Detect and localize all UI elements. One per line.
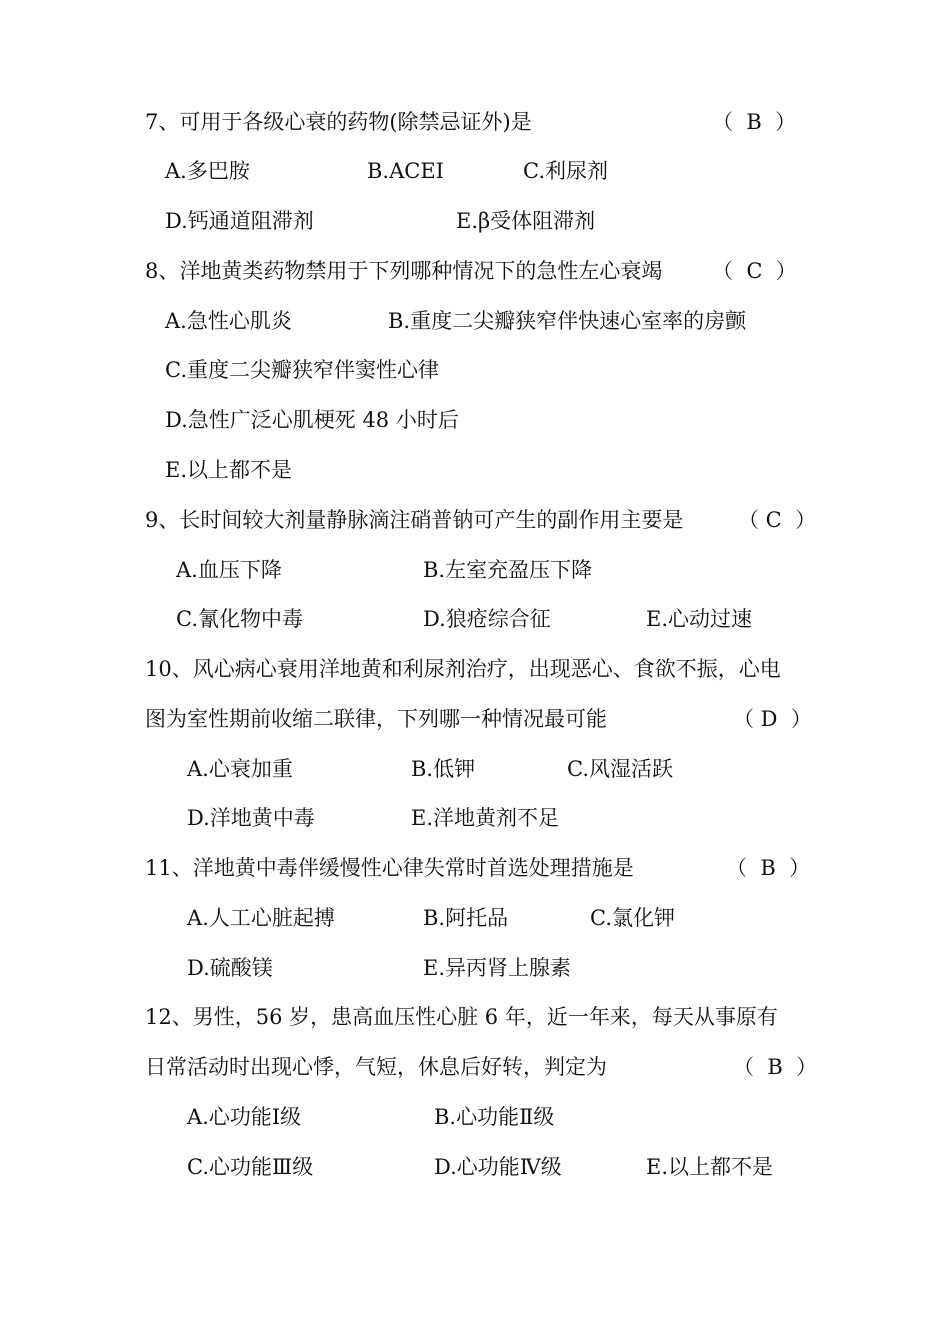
question-stem-continued: 日常活动时出现心悸，气短，休息后好转，判定为: [145, 1055, 607, 1079]
option-b: B.ACEI: [367, 159, 444, 183]
option-c: C.重度二尖瓣狭窄伴窦性心律: [165, 358, 439, 382]
option-d: D.心功能Ⅳ级: [434, 1155, 562, 1179]
question-stem: 9、长时间较大剂量静脉滴注硝普钠可产生的副作用主要是: [145, 508, 684, 532]
option-d: D.急性广泛心肌梗死 48 小时后: [165, 408, 459, 432]
answer-key: （ B ）: [733, 1055, 818, 1079]
question-stem: 8、洋地黄类药物禁用于下列哪种情况下的急性左心衰竭: [145, 259, 663, 283]
answer-key: （ D ）: [733, 707, 812, 731]
option-b: B.左室充盈压下降: [423, 558, 593, 582]
option-d: D.钙通道阻滞剂: [165, 209, 314, 233]
option-a: A.心功能Ⅰ级: [187, 1105, 302, 1129]
option-a: A.急性心肌炎: [165, 309, 292, 333]
option-c: C.心功能Ⅲ级: [187, 1155, 314, 1179]
question-stem: 12、男性，56 岁，患高血压性心脏 6 年，近一年来，每天从事原有: [145, 1005, 778, 1029]
option-a: A.血压下降: [176, 558, 282, 582]
question-stem: 7、可用于各级心衰的药物(除禁忌证外)是: [145, 110, 532, 134]
option-c: C.利尿剂: [523, 159, 608, 183]
option-d: D.硫酸镁: [187, 956, 273, 980]
answer-key: （ B ）: [726, 856, 811, 880]
question-stem: 10、风心病心衰用洋地黄和利尿剂治疗，出现恶心、食欲不振，心电: [145, 657, 781, 681]
option-c: C.风湿活跃: [567, 757, 673, 781]
option-b: B.低钾: [411, 757, 476, 781]
answer-key: （ C ）: [712, 259, 797, 283]
option-a: A.人工心脏起搏: [187, 906, 335, 930]
option-a: A.多巴胺: [165, 159, 250, 183]
option-d: D.洋地黄中毒: [187, 806, 315, 830]
option-e: E.β受体阻滞剂: [456, 209, 596, 233]
option-b: B.重度二尖瓣狭窄伴快速心室率的房颤: [388, 309, 747, 333]
question-stem-continued: 图为室性期前收缩二联律，下列哪一种情况最可能: [145, 707, 607, 731]
option-e: E.以上都不是: [165, 458, 293, 482]
question-stem: 11、洋地黄中毒伴缓慢性心律失常时首选处理措施是: [145, 856, 634, 880]
option-d: D.狼疮综合征: [423, 607, 551, 631]
option-c: C.氯化钾: [590, 906, 675, 930]
option-b: B.心功能Ⅱ级: [434, 1105, 555, 1129]
option-e: E.洋地黄剂不足: [411, 806, 560, 830]
answer-key: （ C ）: [738, 508, 817, 532]
option-c: C.氰化物中毒: [176, 607, 303, 631]
answer-key: （ B ）: [712, 110, 797, 134]
option-e: E.异丙肾上腺素: [423, 956, 572, 980]
option-e: E.以上都不是: [646, 1155, 774, 1179]
option-b: B.阿托品: [423, 906, 509, 930]
option-e: E.心动过速: [646, 607, 753, 631]
option-a: A.心衰加重: [187, 757, 293, 781]
